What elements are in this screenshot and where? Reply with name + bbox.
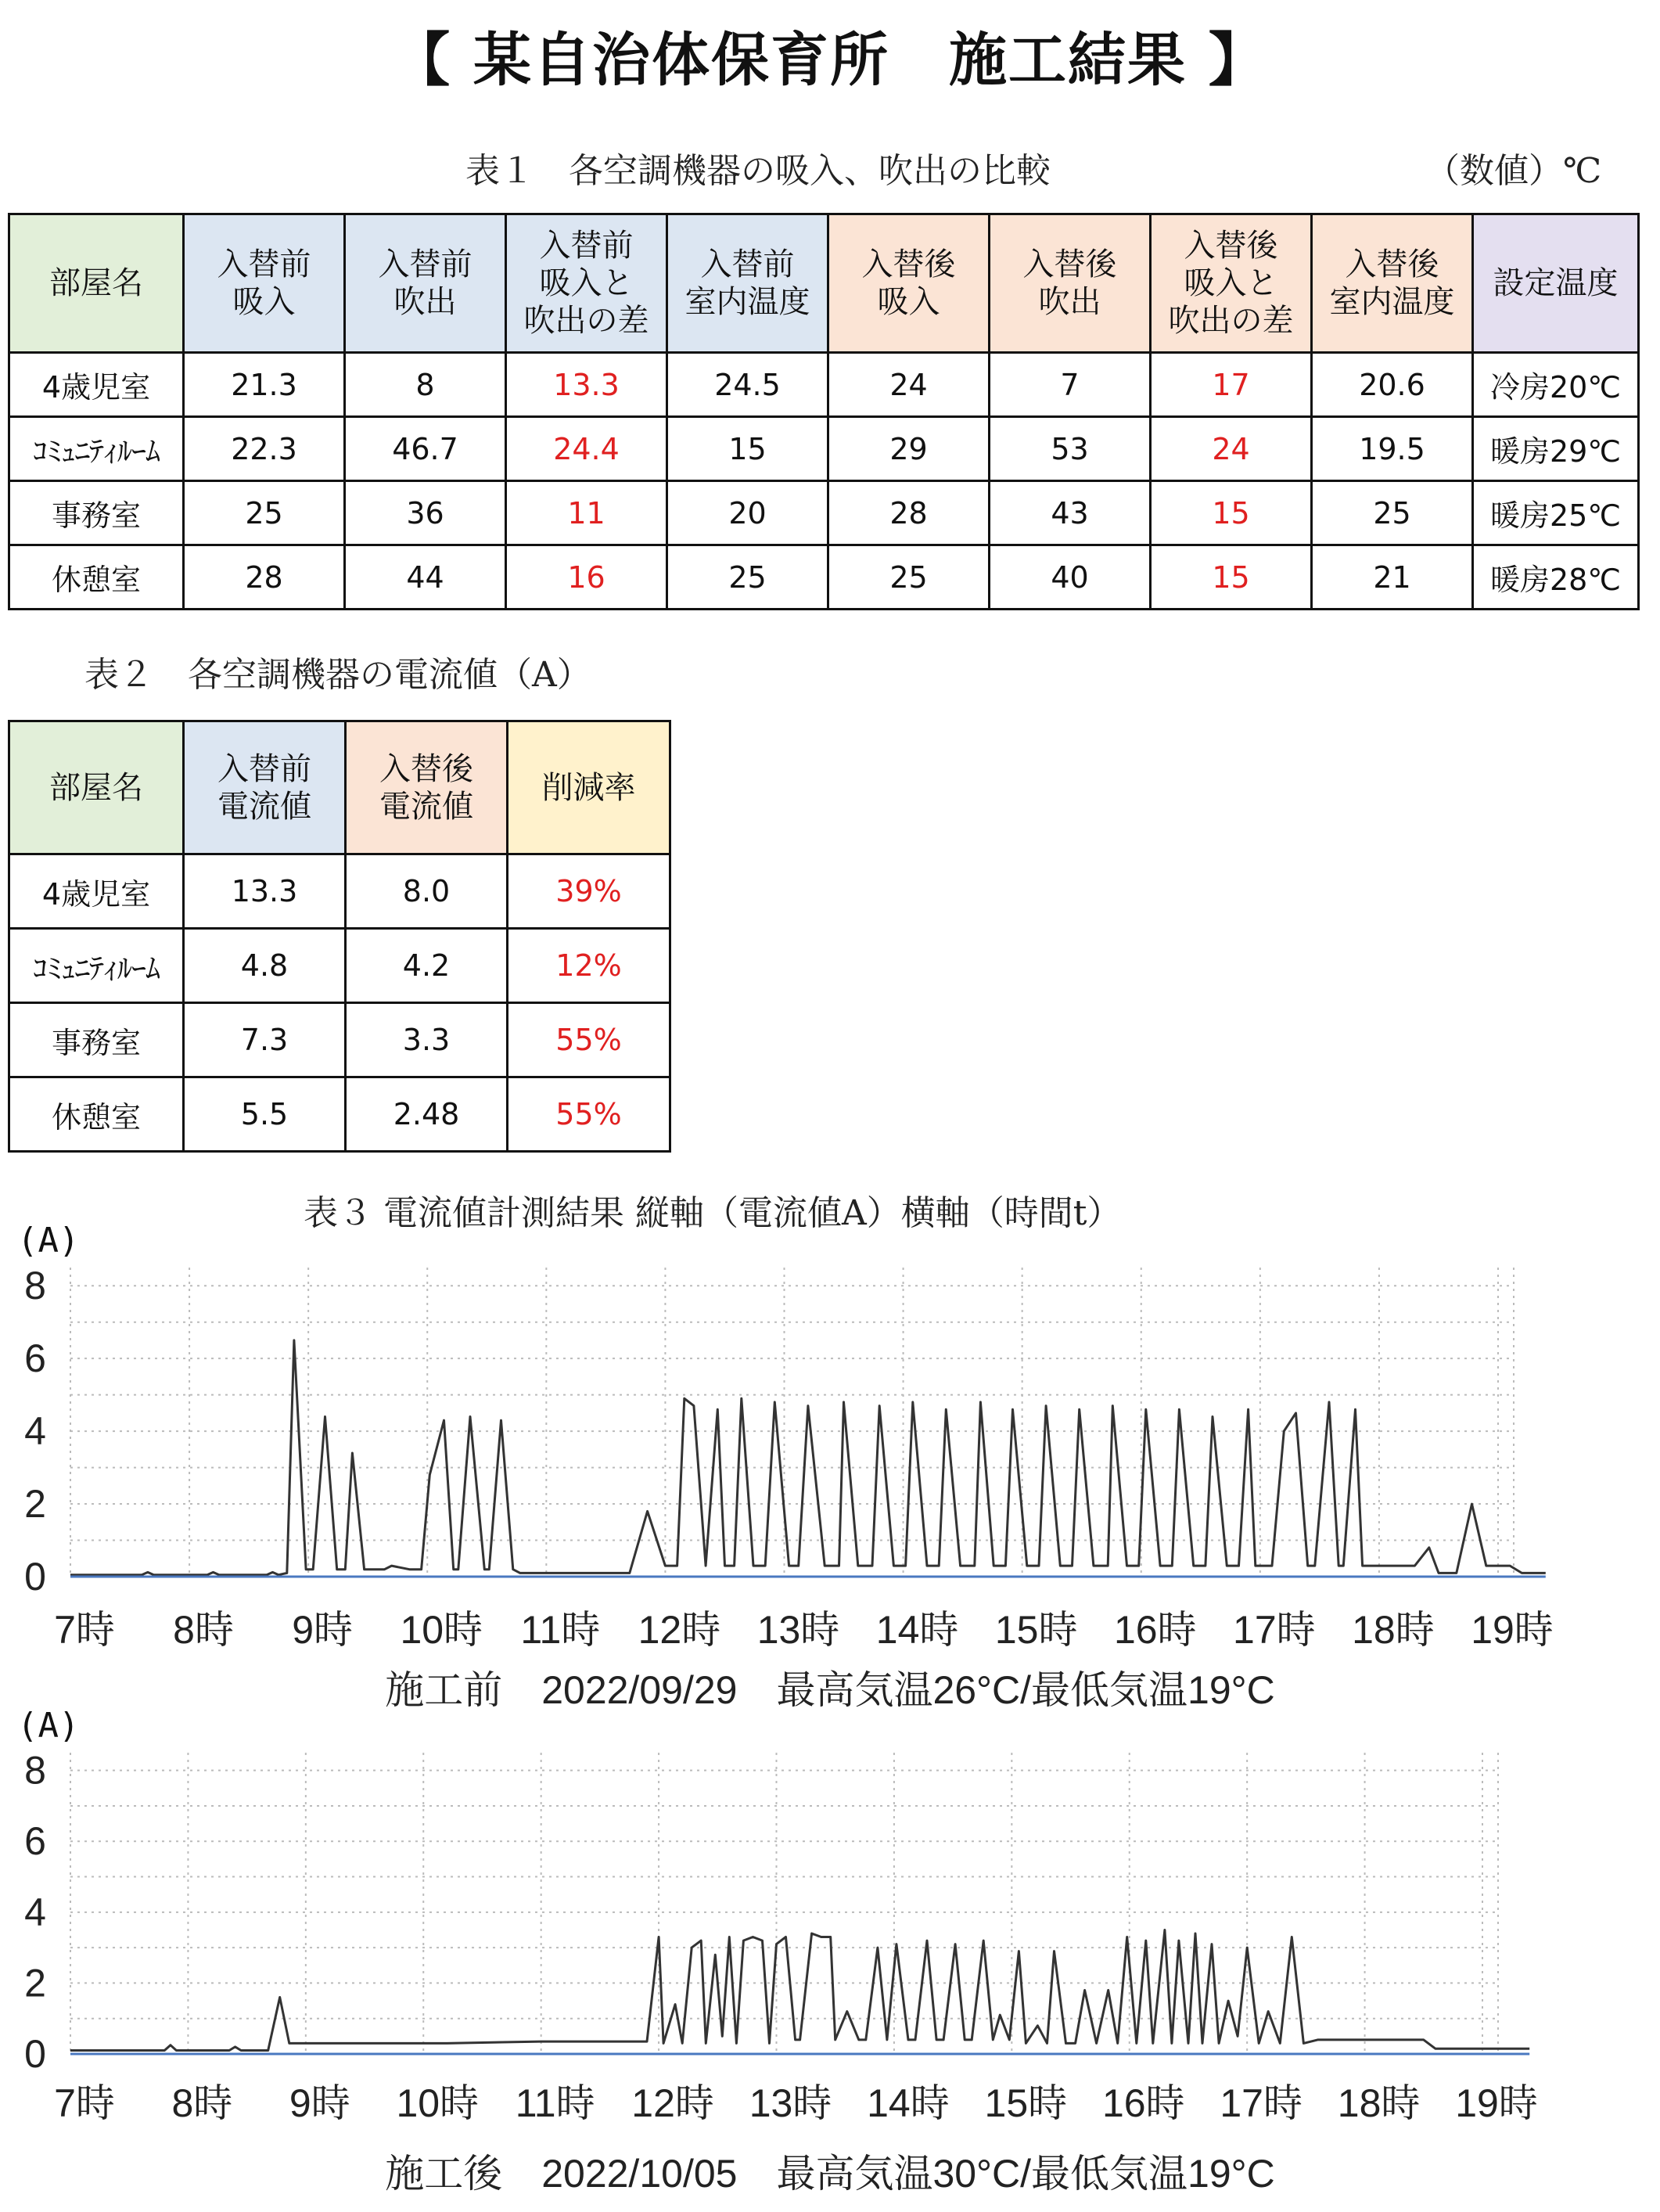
t2-cell-reduction: 12% — [508, 929, 670, 1003]
chart-before-svg — [0, 1221, 1660, 1674]
table2-caption: 表２ 各空調機器の電流値（A） — [84, 655, 591, 695]
t1-cell: 8 — [345, 353, 506, 417]
x-tick-label: 15時 — [994, 1608, 1078, 1652]
t1-cell: 29 — [828, 417, 990, 481]
t1-cell: 28 — [184, 545, 345, 610]
t1-cell: 22.3 — [184, 417, 345, 481]
t1-cell: 7 — [990, 353, 1151, 417]
t2-header-before-current: 入替前 電流値 — [184, 721, 346, 854]
x-tick-label: 15時 — [984, 2081, 1068, 2125]
t2-cell: 8.0 — [346, 854, 508, 929]
t1-cell: 28 — [828, 481, 990, 545]
x-tick-label: 7時 — [54, 1608, 115, 1652]
y-tick-label: 6 — [24, 1336, 46, 1381]
x-tick-label: 18時 — [1352, 1608, 1435, 1652]
t1-cell-diff: 16 — [506, 545, 667, 610]
x-tick-label: 13時 — [756, 1608, 840, 1652]
x-tick-label: 13時 — [749, 2081, 832, 2125]
t1-cell: 25 — [1312, 481, 1473, 545]
t1-cell: 44 — [345, 545, 506, 610]
x-tick-label: 19時 — [1455, 2081, 1538, 2125]
table1-unit: （数値）℃ — [1425, 151, 1602, 191]
x-tick-label: 14時 — [875, 1608, 959, 1652]
t1-cell: 25 — [828, 545, 990, 610]
t1-cell-diff: 24 — [1151, 417, 1312, 481]
x-tick-label: 16時 — [1101, 2081, 1185, 2125]
x-tick-label: 11時 — [515, 2081, 595, 2125]
t2-cell-reduction: 55% — [508, 1003, 670, 1077]
y-tick-label: 2 — [24, 1482, 46, 1527]
t1-cell-set-temp: 冷房20℃ — [1473, 353, 1639, 417]
t1-header-before-outlet: 入替前 吹出 — [345, 214, 506, 353]
t1-cell-room: ｺﾐｭﾆﾃｨﾙｰﾑ — [9, 417, 184, 481]
t1-cell: 25 — [184, 481, 345, 545]
t1-cell: 24.5 — [667, 353, 828, 417]
t1-header-before-diff: 入替前 吸入と 吹出の差 — [506, 214, 667, 353]
y-tick-label: 0 — [24, 2032, 46, 2076]
t1-cell-set-temp: 暖房29℃ — [1473, 417, 1639, 481]
x-tick-label: 9時 — [289, 2081, 350, 2125]
t1-cell-diff: 11 — [506, 481, 667, 545]
y-tick-label: 4 — [24, 1890, 46, 1934]
y-tick-label: 6 — [24, 1819, 46, 1864]
t2-cell: 3.3 — [346, 1003, 508, 1077]
t2-cell-reduction: 39% — [508, 854, 670, 929]
t2-cell: 7.3 — [184, 1003, 346, 1077]
t1-cell: 15 — [667, 417, 828, 481]
t2-cell-room: 4歳児室 — [9, 854, 184, 929]
t1-cell-room: 休憩室 — [9, 545, 184, 610]
x-tick-label: 7時 — [54, 2081, 115, 2125]
x-tick-label: 11時 — [520, 1608, 601, 1652]
table1-caption: 表１ 各空調機器の吸入、吹出の比較 — [465, 151, 1051, 191]
y-tick-label: 8 — [24, 1748, 46, 1793]
table-row — [9, 929, 670, 1003]
t2-cell: 2.48 — [346, 1077, 508, 1152]
t1-cell-room: 事務室 — [9, 481, 184, 545]
table2 — [8, 720, 671, 1153]
x-tick-label: 8時 — [171, 2081, 233, 2125]
chart-before-title: 施工前 2022/09/29 最高気温26°C/最低気温19°C — [385, 1668, 1275, 1712]
t1-cell: 46.7 — [345, 417, 506, 481]
t1-header-after-diff: 入替後 吸入と 吹出の差 — [1151, 214, 1312, 353]
t1-cell: 24 — [828, 353, 990, 417]
table-row — [9, 417, 1639, 481]
table1 — [8, 213, 1640, 610]
y-axis-label: (A) — [17, 1706, 80, 1746]
chart-before — [0, 1221, 1660, 1674]
y-tick-label: 4 — [24, 1409, 46, 1454]
t1-cell: 25 — [667, 545, 828, 610]
t1-header-after-outlet: 入替後 吹出 — [990, 214, 1151, 353]
chart-after-svg — [0, 1706, 1660, 2160]
t1-cell: 20 — [667, 481, 828, 545]
y-tick-label: 8 — [24, 1264, 46, 1308]
chart-after — [0, 1706, 1660, 2160]
x-tick-label: 17時 — [1233, 1608, 1316, 1652]
t2-header-room: 部屋名 — [9, 721, 184, 854]
t1-cell: 36 — [345, 481, 506, 545]
t1-cell: 21.3 — [184, 353, 345, 417]
t1-header-after-room-temp: 入替後 室内温度 — [1312, 214, 1473, 353]
x-tick-label: 10時 — [396, 2081, 480, 2125]
x-tick-label: 12時 — [631, 2081, 714, 2125]
x-tick-label: 17時 — [1220, 2081, 1302, 2125]
t2-cell: 4.2 — [346, 929, 508, 1003]
t1-header-after-intake: 入替後 吸入 — [828, 214, 990, 353]
t1-cell: 21 — [1312, 545, 1473, 610]
t1-cell-diff: 15 — [1151, 545, 1312, 610]
t1-cell: 19.5 — [1312, 417, 1473, 481]
x-tick-label: 16時 — [1113, 1608, 1197, 1652]
t1-cell-diff: 15 — [1151, 481, 1312, 545]
table-row — [9, 353, 1639, 417]
x-tick-label: 18時 — [1337, 2081, 1421, 2125]
t2-cell: 4.8 — [184, 929, 346, 1003]
y-tick-label: 0 — [24, 1555, 46, 1599]
t2-header-reduction: 削減率 — [508, 721, 670, 854]
t1-cell: 40 — [990, 545, 1151, 610]
t1-cell: 53 — [990, 417, 1151, 481]
t1-cell-set-temp: 暖房28℃ — [1473, 545, 1639, 610]
y-tick-label: 2 — [24, 1961, 46, 2005]
x-tick-label: 19時 — [1471, 1608, 1554, 1652]
t1-cell-diff: 17 — [1151, 353, 1312, 417]
t1-cell-room: 4歳児室 — [9, 353, 184, 417]
table3-caption: 表３ 電流値計測結果 縦軸（電流値A）横軸（時間t） — [304, 1193, 1122, 1233]
x-tick-label: 8時 — [173, 1608, 234, 1652]
t1-cell-set-temp: 暖房25℃ — [1473, 481, 1639, 545]
table-row — [9, 854, 670, 929]
t1-cell: 20.6 — [1312, 353, 1473, 417]
t1-cell-diff: 13.3 — [506, 353, 667, 417]
t2-cell: 5.5 — [184, 1077, 346, 1152]
x-tick-label: 9時 — [292, 1608, 354, 1652]
table-row — [9, 481, 1639, 545]
x-tick-label: 14時 — [867, 2081, 950, 2125]
x-tick-label: 12時 — [638, 1608, 721, 1652]
t2-cell: 13.3 — [184, 854, 346, 929]
t1-header-set-temp: 設定温度 — [1473, 214, 1639, 353]
table-row — [9, 545, 1639, 610]
y-axis-label: (A) — [17, 1221, 80, 1261]
t2-cell-room: 事務室 — [9, 1003, 184, 1077]
t2-cell-reduction: 55% — [508, 1077, 670, 1152]
t1-header-before-intake: 入替前 吸入 — [184, 214, 345, 353]
table-row — [9, 1077, 670, 1152]
t1-header-before-room-temp: 入替前 室内温度 — [667, 214, 828, 353]
x-tick-label: 10時 — [400, 1608, 483, 1652]
t1-header-room: 部屋名 — [9, 214, 184, 353]
t2-cell-room: 休憩室 — [9, 1077, 184, 1152]
t2-header-after-current: 入替後 電流値 — [346, 721, 508, 854]
table-row — [9, 1003, 670, 1077]
chart-after-title: 施工後 2022/10/05 最高気温30°C/最低気温19°C — [385, 2152, 1275, 2196]
t1-cell: 43 — [990, 481, 1151, 545]
t2-cell-room: ｺﾐｭﾆﾃｨﾙｰﾑ — [9, 929, 184, 1003]
t1-cell-diff: 24.4 — [506, 417, 667, 481]
page-title: 【 某自治体保育所 施工結果 】 — [392, 27, 1268, 94]
